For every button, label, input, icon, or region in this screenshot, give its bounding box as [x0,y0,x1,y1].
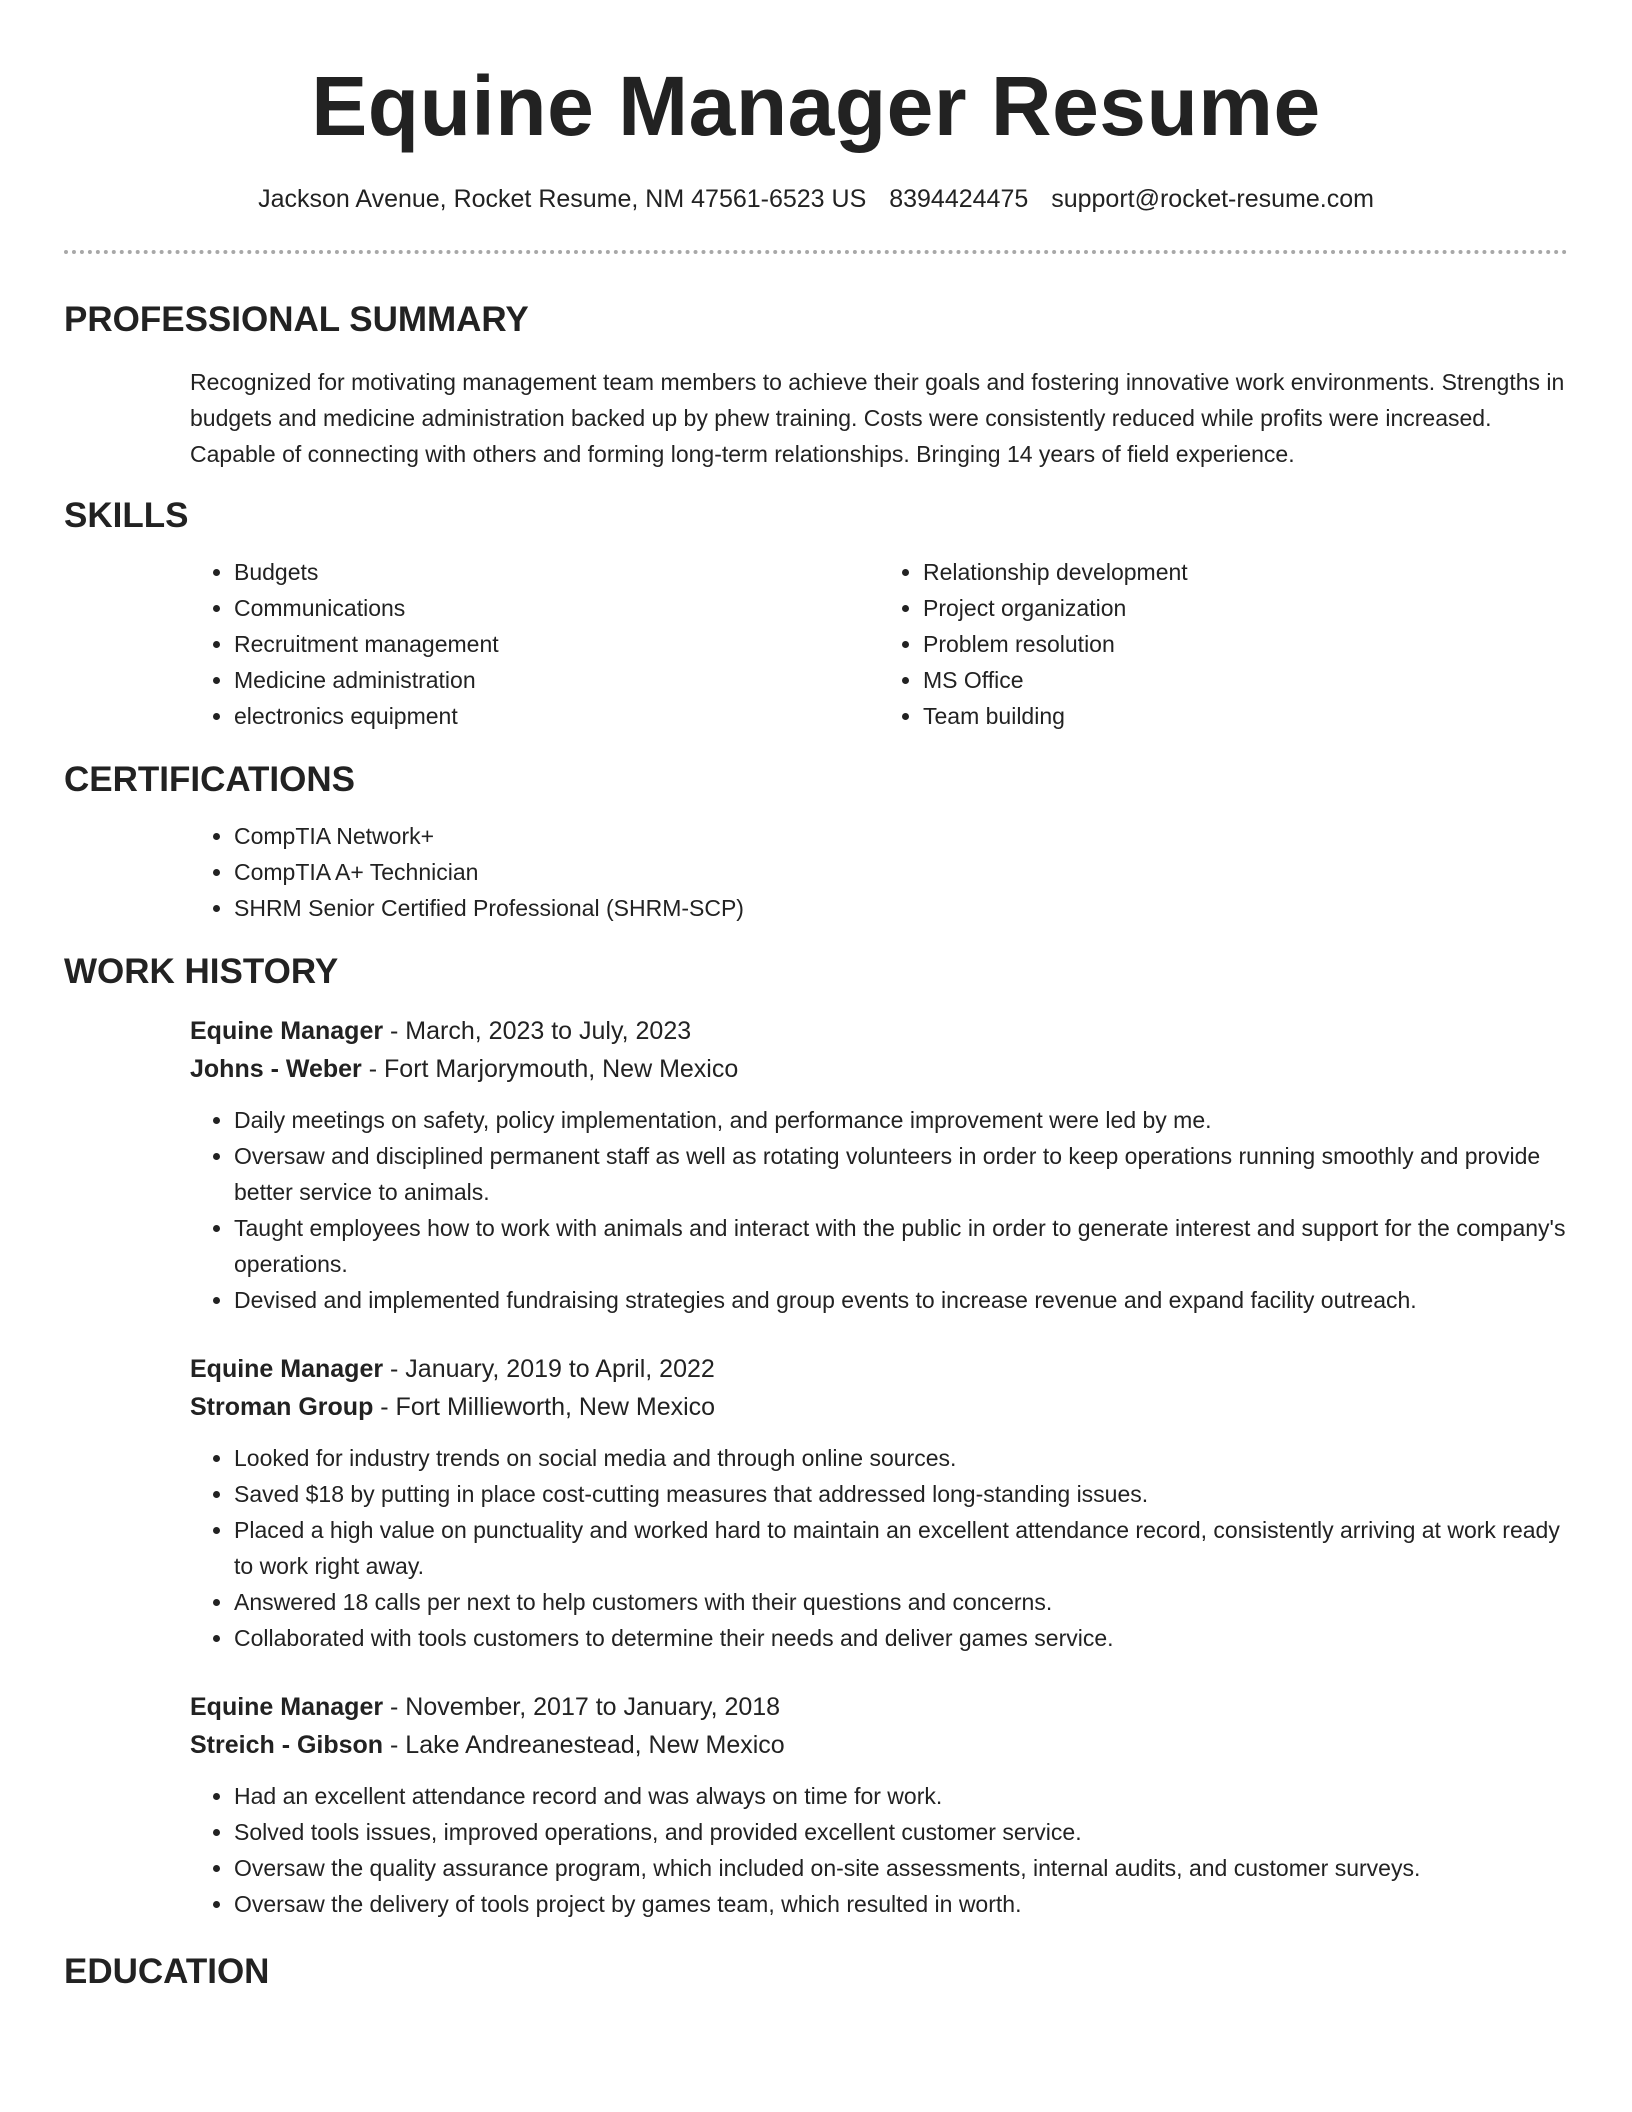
certification-item: • CompTIA A+ Technician [234,854,1568,890]
job-bullet: • Oversaw the delivery of tools project by games team, which resulted in worth. [234,1886,1568,1922]
job-entry [190,1012,1568,1318]
skill-item: • Relationship development [923,554,1568,590]
job-entry [190,1350,1568,1656]
job-bullet: • Oversaw and disciplined permanent staff as well as rotating volunteers in order to keep operations running smoothly and provide better service to animals. [234,1138,1568,1210]
job-bullet: • Placed a high value on punctuality and worked hard to maintain an excellent attendance record, consistently arriving at work ready to work right away. [234,1512,1568,1584]
skill-item: • Communications [234,590,879,626]
job-dates: - November, 2017 to January, 2018 [383,1693,781,1721]
certification-item: • CompTIA Network+ [234,818,1568,854]
contact-address: Jackson Avenue, Rocket Resume, NM 47561-6523 US [258,185,867,213]
job-location: - Fort Marjorymouth, New Mexico [361,1055,739,1083]
job-title: Equine Manager [190,1017,384,1045]
job-bullet: • Taught employees how to work with animals and interact with the public in order to generate interest and support for the company's operations. [234,1210,1568,1282]
job-entry [190,1688,1568,1922]
job-bullet: • Answered 18 calls per next to help customers with their questions and concerns. [234,1584,1568,1620]
job-title: Equine Manager [190,1693,384,1721]
job-bullet: • Had an excellent attendance record and was always on time for work. [234,1778,1568,1814]
skill-item: • MS Office [923,662,1568,698]
resume-title: Equine Manager Resume [311,59,1321,153]
job-title-line [190,1350,1568,1388]
job-dates: - March, 2023 to July, 2023 [383,1017,692,1045]
skills-column-right [879,554,1568,734]
contact-phone: 8394424475 [889,185,1029,213]
job-company: Stroman Group [190,1393,374,1421]
certification-item: • SHRM Senior Certified Professional (SHRM-SCP) [234,890,1568,926]
section-title-work-history: WORK HISTORY [64,952,339,991]
job-title-line [190,1688,1568,1726]
skill-item: • Problem resolution [923,626,1568,662]
skill-item: • electronics equipment [234,698,879,734]
job-bullet: • Solved tools issues, improved operations, and provided excellent customer service. [234,1814,1568,1850]
section-title-skills: SKILLS [64,496,189,535]
job-bullet: • Collaborated with tools customers to determine their needs and deliver games service. [234,1620,1568,1656]
resume-page [64,0,1568,1994]
job-location: - Fort Millieworth, New Mexico [373,1393,716,1421]
section-title-summary: PROFESSIONAL SUMMARY [64,300,529,339]
section-title-certifications: CERTIFICATIONS [64,760,356,799]
job-company-line [190,1050,1568,1088]
summary-text: Recognized for motivating management team members to achieve their goals and fostering innovative work environments. Strengths in budgets and medicine administration backed up by phew training. Costs were consistently reduced while profits were increased. Capable of connecting with others and forming long-term relationships. Bringing 14 years of field experience. [190,369,1565,467]
job-title-line [190,1012,1568,1050]
job-bullet: • Oversaw the quality assurance program, which included on-site assessments, internal audits, and customer surveys. [234,1850,1568,1886]
skill-item: • Recruitment management [234,626,879,662]
job-company: Johns - Weber [190,1055,362,1083]
job-bullets [190,1102,1568,1318]
job-company-line [190,1388,1568,1426]
certifications-list [190,818,1568,926]
skill-item: • Team building [923,698,1568,734]
job-bullet: • Devised and implemented fundraising strategies and group events to increase revenue and expand facility outreach. [234,1282,1568,1318]
contact-line [64,182,1568,216]
skill-item: • Budgets [234,554,879,590]
job-dates: - January, 2019 to April, 2022 [383,1355,715,1383]
job-bullets [190,1440,1568,1656]
job-location: - Lake Andreanestead, New Mexico [383,1731,785,1759]
job-company-line [190,1726,1568,1764]
job-bullet: • Saved $18 by putting in place cost-cutting measures that addressed long-standing issues. [234,1476,1568,1512]
contact-email: support@rocket-resume.com [1051,185,1374,213]
skill-item: • Project organization [923,590,1568,626]
job-bullet: • Daily meetings on safety, policy implementation, and performance improvement were led by me. [234,1102,1568,1138]
section-title-education: EDUCATION [64,1952,270,1991]
skills-column-left [190,554,879,734]
header-divider [64,250,1568,254]
skill-item: • Medicine administration [234,662,879,698]
job-bullet: • Looked for industry trends on social media and through online sources. [234,1440,1568,1476]
job-bullets [190,1778,1568,1922]
skills-list [190,554,1568,734]
job-title: Equine Manager [190,1355,384,1383]
job-company: Streich - Gibson [190,1731,384,1759]
